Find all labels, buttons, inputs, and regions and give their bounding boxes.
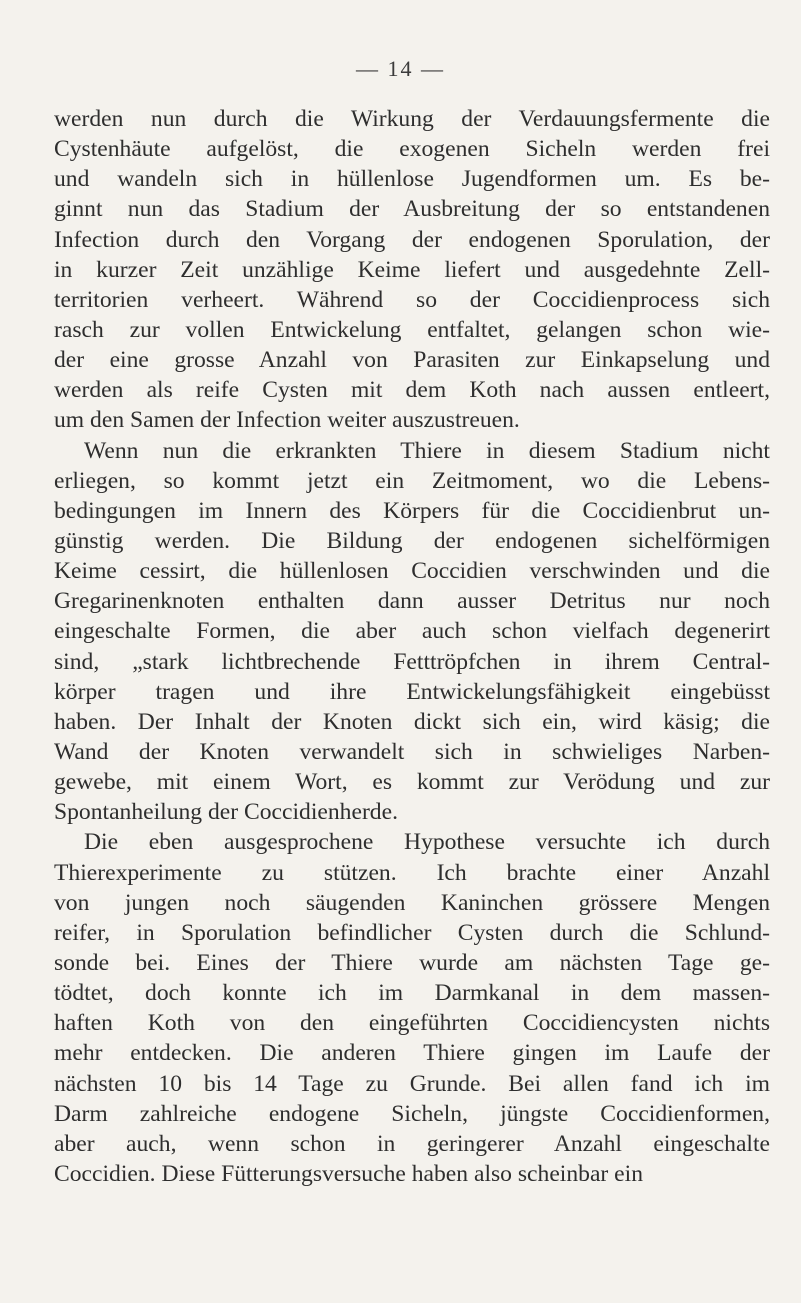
page-number: — 14 —	[356, 56, 445, 81]
text-line: gewebe, mit einem Wort, es kommt zur Verödung und zur	[54, 769, 770, 796]
paragraph	[54, 827, 770, 1189]
text-line: sind, „stark lichtbrechende Fetttröpfchen in ihrem Central-	[54, 648, 770, 675]
text-line: Infection durch den Vorgang der endogenen Sporulation, der	[54, 226, 770, 253]
text-line: werden nun durch die Wirkung der Verdauungsfermente die	[54, 106, 770, 132]
body-text	[54, 104, 770, 1189]
text-line: haften Koth von den eingeführten Coccidiencysten nichts	[54, 1010, 770, 1037]
text-line: der eine grosse Anzahl von Parasiten zur Einkapselung und	[54, 347, 770, 374]
text-line: Keime cessirt, die hüllenlosen Coccidien verschwinden und die	[54, 558, 770, 585]
text-line: mehr entdecken. Die anderen Thiere gingen im Laufe der	[54, 1040, 770, 1067]
text-line: werden als reife Cysten mit dem Koth nach aussen entleert,	[54, 377, 770, 404]
text-line: in kurzer Zeit unzählige Keime liefert und ausgedehnte Zell-	[54, 256, 770, 283]
text-line: sonde bei. Eines der Thiere wurde am nächsten Tage ge-	[54, 949, 770, 976]
text-line: Die eben ausgesprochene Hypothese versuchte ich durch	[84, 829, 770, 856]
text-line: rasch zur vollen Entwickelung entfaltet, gelangen schon wie-	[54, 316, 770, 343]
text-line: Coccidien. Diese Fütterungsversuche haben also scheinbar ein	[54, 1160, 644, 1187]
text-line: um den Samen der Infection weiter auszustreuen.	[54, 407, 520, 434]
text-line: körper tragen und ihre Entwickelungsfähigkeit eingebüsst	[54, 678, 770, 705]
text-line: Gregarinenknoten enthalten dann ausser Detritus nur noch	[54, 588, 770, 615]
text-line: und wandeln sich in hüllenlose Jugendformen um. Es be-	[54, 166, 770, 193]
text-line: ginnt nun das Stadium der Ausbreitung der so entstandenen	[54, 196, 770, 223]
text-line: Spontanheilung der Coccidienherde.	[54, 799, 398, 826]
text-line: Darm zahlreiche endogene Sicheln, jüngste Coccidienformen,	[54, 1100, 770, 1127]
text-line: Thierexperimente zu stützen. Ich brachte einer Anzahl	[54, 859, 770, 886]
text-line: Wand der Knoten verwandelt sich in schwieliges Narben-	[54, 738, 770, 765]
text-line: bedingungen im Innern des Körpers für die Coccidienbrut un-	[54, 497, 770, 524]
text-line: günstig werden. Die Bildung der endogenen sichelförmigen	[54, 527, 770, 554]
text-line: territorien verheert. Während so der Coccidienprocess sich	[54, 286, 770, 313]
text-line: erliegen, so kommt jetzt ein Zeitmoment, wo die Lebens-	[54, 467, 770, 494]
text-line: eingeschalte Formen, die aber auch schon vielfach degenerirt	[54, 618, 770, 645]
text-line: von jungen noch säugenden Kaninchen grössere Mengen	[54, 889, 770, 916]
text-line: tödtet, doch konnte ich im Darmkanal in dem massen-	[54, 980, 770, 1007]
paragraph	[54, 104, 770, 436]
text-line: reifer, in Sporulation befindlicher Cysten durch die Schlund-	[54, 919, 770, 946]
text-line: Wenn nun die erkrankten Thiere in diesem Stadium nicht	[84, 437, 770, 464]
paragraph	[54, 436, 770, 828]
text-line: haben. Der Inhalt der Knoten dickt sich ein, wird käsig; die	[54, 708, 770, 735]
text-line: Cystenhäute aufgelöst, die exogenen Sicheln werden frei	[54, 136, 770, 163]
text-line: aber auch, wenn schon in geringerer Anzahl eingeschalte	[54, 1130, 770, 1157]
text-line: nächsten 10 bis 14 Tage zu Grunde. Bei allen fand ich im	[54, 1070, 770, 1097]
